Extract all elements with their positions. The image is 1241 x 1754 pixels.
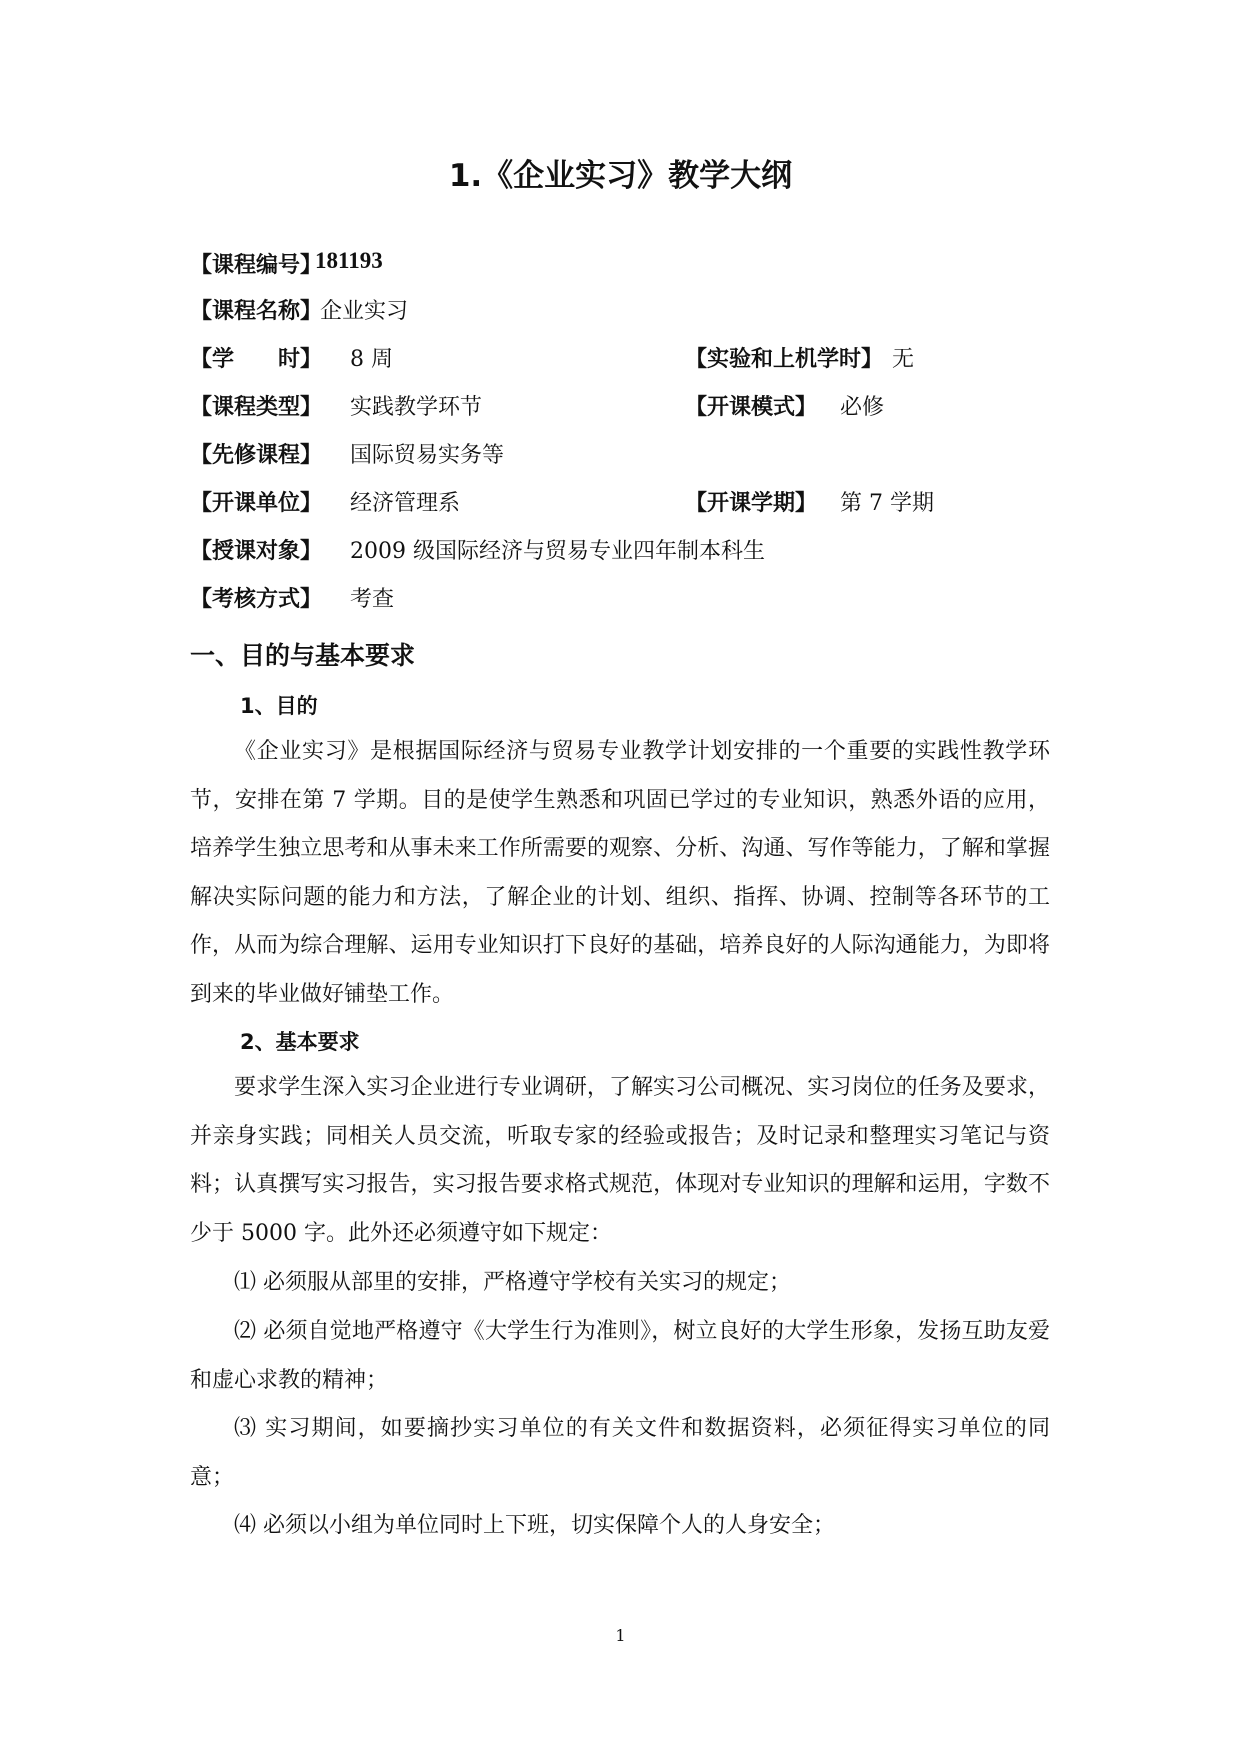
subsection-heading-purpose: 1、目的 [240, 694, 318, 718]
assessment-value: 考查 [350, 587, 395, 612]
lab-hours-value: 无 [892, 347, 915, 372]
section-heading: 一、目的与基本要求 [190, 641, 416, 670]
unit-value: 经济管理系 [350, 491, 461, 516]
rule-item-3: ⑶ 实习期间，如要摘抄实习单位的有关文件和数据资料，必须征得实习单位的同意； [190, 1416, 1050, 1490]
hours-value: 8 周 [350, 347, 393, 372]
paragraph-purpose: 《企业实习》是根据国际经济与贸易专业教学计划安排的一个重要的实践性教学环节，安排在第 7 学期。目的是使学生熟悉和巩固已学过的专业知识，熟悉外语的应用，培养学生独立思考和从事未来工作所需要的观察、分析、沟通、写作等能力，了解和掌握解决实际问题的能力和方法，了解企业的计划、组织、指挥、协调、控制等各环节的工作，从而为综合理解、运用专业知识打下良好的基础，培养良好的人际沟通能力，为即将到来的毕业做好铺垫工作。 [190, 739, 1050, 1007]
info-row-course-type [190, 390, 990, 424]
semester-label: 【开课学期】 [685, 491, 818, 516]
unit-label: 【开课单位】 [190, 491, 323, 516]
paragraph-requirements: 要求学生深入实习企业进行专业调研，了解实习公司概况、实习岗位的任务及要求，并亲身实践；同相关人员交流，听取专家的经验或报告；及时记录和整理实习笔记与资料；认真撰写实习报告，实习报告要求格式规范，体现对专业知识的理解和运用，字数不少于 5000 字。此外还必须遵守如下规定： [190, 1075, 1050, 1246]
page-title: 1.《企业实习》教学大纲 [448, 158, 793, 194]
course-type-label: 【课程类型】 [190, 395, 323, 420]
mode-value: 必修 [840, 395, 885, 420]
rule-item-4: ⑷ 必须以小组为单位同时上下班，切实保障个人的人身安全； [234, 1513, 835, 1538]
mode-label: 【开课模式】 [685, 395, 818, 420]
hours-label: 【学 时】 [190, 347, 323, 372]
info-row-audience [190, 534, 990, 568]
course-code-label: 【课程编号】 [190, 253, 323, 278]
prereq-value: 国际贸易实务等 [350, 443, 505, 468]
info-row-hours [190, 342, 990, 376]
subsection-heading-requirements: 2、基本要求 [240, 1030, 360, 1054]
semester-value: 第 7 学期 [840, 491, 934, 516]
course-code-value: 181193 [315, 248, 383, 273]
rule-item-2: ⑵ 必须自觉地严格遵守《大学生行为准则》，树立良好的大学生形象，发扬互助友爱和虚心求教的精神； [190, 1319, 1050, 1393]
assessment-label: 【考核方式】 [190, 587, 323, 612]
lab-hours-label: 【实验和上机学时】 [685, 347, 884, 372]
course-name-value: 企业实习 [320, 299, 409, 324]
audience-label: 【授课对象】 [190, 539, 323, 564]
prereq-label: 【先修课程】 [190, 443, 323, 468]
course-name-label: 【课程名称】 [190, 299, 323, 324]
page-number: 1 [615, 1626, 626, 1645]
course-type-value: 实践教学环节 [350, 395, 483, 420]
info-row-unit [190, 486, 990, 520]
rule-item-1: ⑴ 必须服从部里的安排，严格遵守学校有关实习的规定； [234, 1270, 791, 1295]
audience-value: 2009 级国际经济与贸易专业四年制本科生 [350, 539, 765, 564]
